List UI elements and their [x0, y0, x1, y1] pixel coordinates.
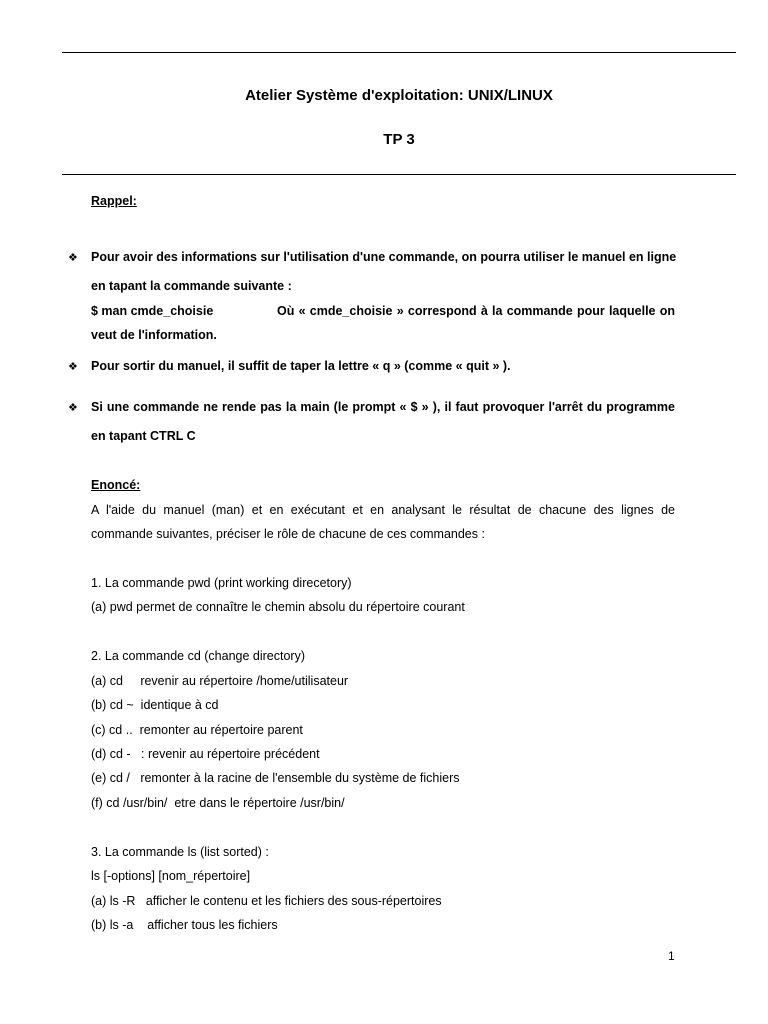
rappel-item3-line1: Si une commande ne rende pas la main (le prompt « $ » ), il faut provoquer l'arrêt du programme: [91, 400, 675, 414]
section3-title: 3. La commande ls (list sorted) :: [91, 845, 269, 859]
section2-item-a: (a) cd revenir au répertoire /home/utilisateur: [91, 674, 349, 688]
diamond-bullet-icon: ❖: [68, 252, 78, 264]
section2-item-b: (b) cd ~ identique à cd: [91, 698, 219, 712]
rappel-item1-line4: veut de l'information.: [91, 328, 217, 342]
page-number: 1: [668, 949, 675, 963]
title-bottom-rule: [62, 174, 736, 175]
diamond-bullet-icon: ❖: [68, 361, 78, 373]
rappel-item3-line2: en tapant CTRL C: [91, 429, 196, 443]
enonce-line1: A l'aide du manuel (man) et en exécutant et en analysant le résultat de chacune des lignes de: [91, 503, 675, 517]
rappel-item2: Pour sortir du manuel, il suffit de taper la lettre « q » (comme « quit » ).: [91, 359, 511, 373]
section2-item-f: (f) cd /usr/bin/ etre dans le répertoire /usr/bin/: [91, 796, 345, 810]
page-subtitle: TP 3: [383, 131, 415, 148]
man-command-description: Où « cmde_choisie » correspond à la commande pour laquelle on: [277, 304, 675, 318]
page-title: Atelier Système d'exploitation: UNIX/LINUX: [245, 87, 553, 104]
section3-item-a: (a) ls -R afficher le contenu et les fichiers des sous-répertoires: [91, 894, 442, 908]
section3-syntax: ls [-options] [nom_répertoire]: [91, 869, 251, 883]
rappel-item1-line2: en tapant la commande suivante :: [91, 279, 292, 293]
section2-item-c: (c) cd .. remonter au répertoire parent: [91, 723, 303, 737]
rappel-item1-line1: Pour avoir des informations sur l'utilisation d'une commande, on pourra utiliser le manuel en ligne: [91, 250, 677, 264]
rappel-heading: Rappel:: [91, 194, 137, 208]
section2-title: 2. La commande cd (change directory): [91, 649, 305, 663]
enonce-heading: Enoncé:: [91, 478, 141, 492]
section1-title: 1. La commande pwd (print working direcetory): [91, 576, 352, 590]
diamond-bullet-icon: ❖: [68, 402, 78, 414]
top-rule: [62, 52, 736, 53]
section1-item: (a) pwd permet de connaître le chemin absolu du répertoire courant: [91, 600, 465, 614]
section2-item-e: (e) cd / remonter à la racine de l'ensemble du système de fichiers: [91, 771, 460, 785]
section2-item-d: (d) cd - : revenir au répertoire précédent: [91, 747, 320, 761]
man-command: $ man cmde_choisie: [91, 304, 214, 318]
enonce-line2: commande suivantes, préciser le rôle de chacune de ces commandes :: [91, 527, 485, 541]
section3-item-b: (b) ls -a afficher tous les fichiers: [91, 918, 278, 932]
